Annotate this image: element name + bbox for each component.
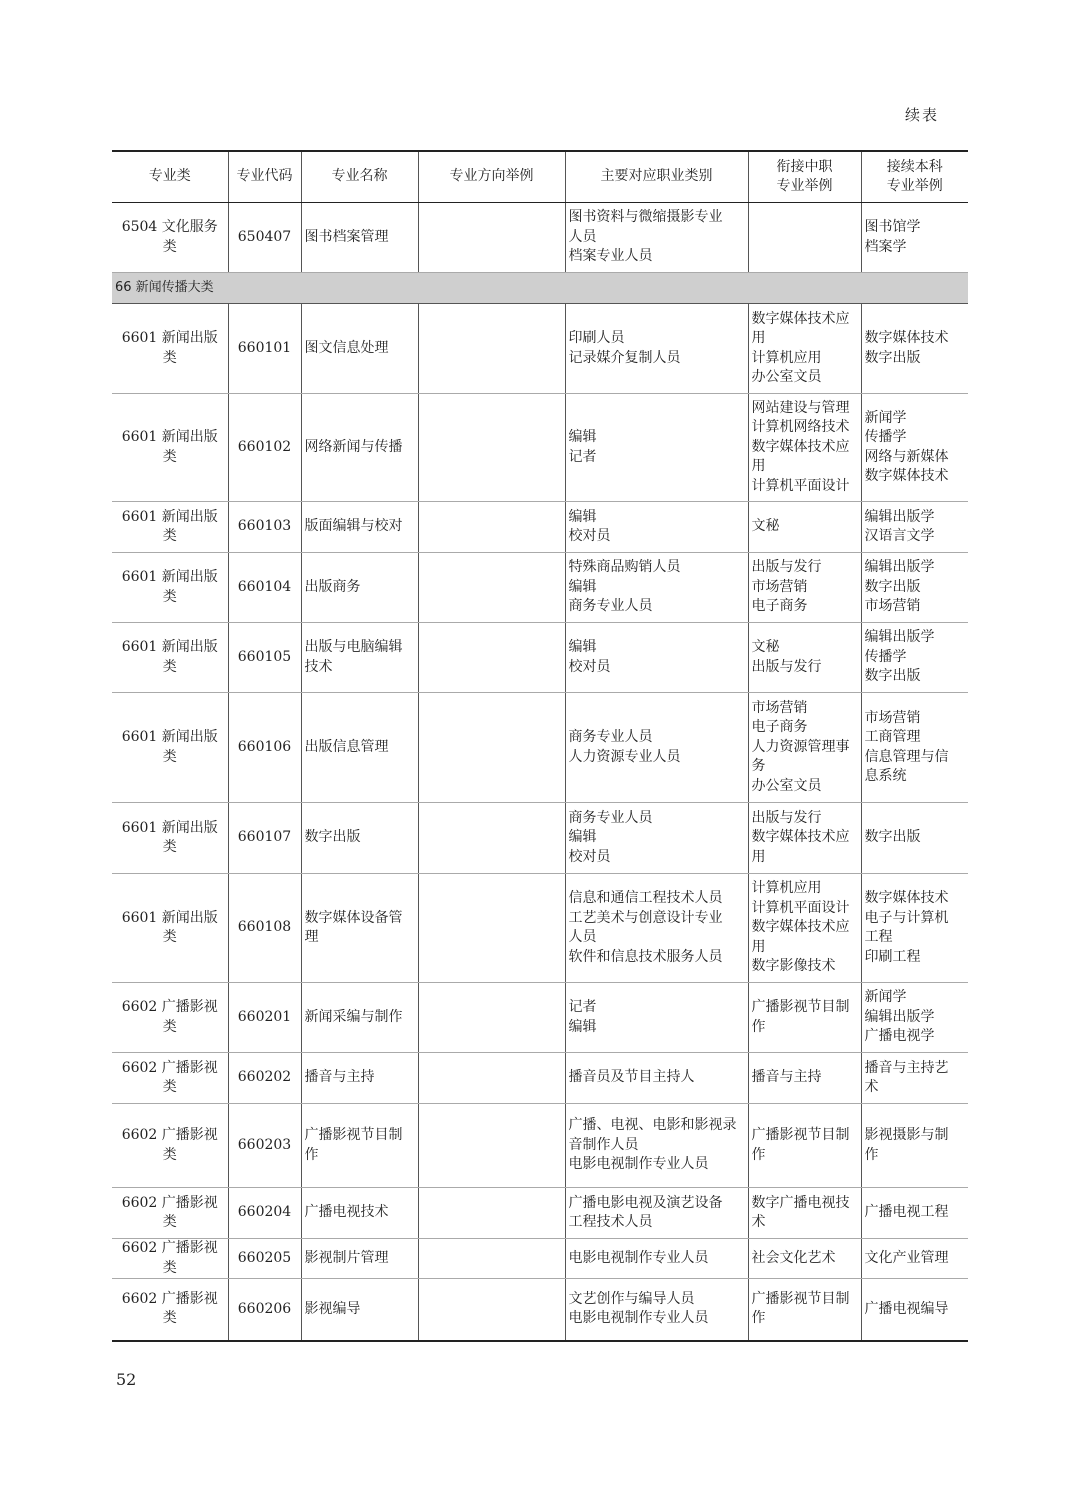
cell-secondary-line: 务 bbox=[751, 758, 766, 775]
cell-secondary bbox=[748, 623, 861, 693]
cell-bachelor-line: 数字媒体技术 bbox=[864, 890, 949, 906]
cell-name-line: 影视制片管理 bbox=[304, 1249, 389, 1266]
cell-name bbox=[301, 304, 418, 394]
cell-secondary bbox=[748, 203, 861, 273]
table-row bbox=[112, 304, 968, 394]
cell-category: 6602 广播影视类 bbox=[112, 1279, 228, 1341]
cell-secondary-line: 用 bbox=[751, 330, 766, 346]
cell-direction bbox=[418, 874, 565, 983]
cell-direction bbox=[418, 803, 565, 874]
table-header-row bbox=[112, 151, 968, 203]
cell-occupation bbox=[565, 553, 748, 623]
cell-direction bbox=[418, 983, 565, 1053]
header-category: 专业类 bbox=[112, 151, 228, 203]
cell-secondary-line: 数字广播电视技 bbox=[751, 1194, 850, 1211]
table-row bbox=[112, 693, 968, 803]
cell-bachelor bbox=[861, 394, 968, 502]
cell-category: 6601 新闻出版类 bbox=[112, 874, 228, 983]
cell-code: 660108 bbox=[228, 874, 301, 983]
header-code: 专业代码 bbox=[228, 151, 301, 203]
cell-occupation bbox=[565, 874, 748, 983]
cell-name bbox=[301, 502, 418, 553]
cell-secondary bbox=[748, 874, 861, 983]
cell-occupation-line: 图书资料与微缩摄影专业 bbox=[568, 209, 723, 226]
cell-name bbox=[301, 1104, 418, 1188]
cell-bachelor-line: 息系统 bbox=[864, 768, 907, 784]
cell-secondary bbox=[748, 502, 861, 553]
cell-code: 660205 bbox=[228, 1239, 301, 1279]
cell-direction bbox=[418, 693, 565, 803]
cell-name bbox=[301, 874, 418, 983]
table-row bbox=[112, 874, 968, 983]
cell-occupation-line: 广播电影电视及演艺设备 bbox=[568, 1194, 723, 1211]
cell-category: 6601 新闻出版类 bbox=[112, 502, 228, 553]
cell-occupation bbox=[565, 203, 748, 273]
cell-direction bbox=[418, 1104, 565, 1188]
header-bachelor: 接续本科 专业举例 bbox=[861, 151, 968, 203]
cell-name bbox=[301, 1053, 418, 1104]
cell-bachelor bbox=[861, 983, 968, 1053]
cell-occupation-line: 人力资源专业人员 bbox=[568, 748, 681, 765]
cell-bachelor bbox=[861, 1239, 968, 1279]
cell-secondary-line: 计算机网络技术 bbox=[751, 419, 850, 436]
cell-occupation-line: 记录媒介复制人员 bbox=[568, 349, 681, 366]
cell-name bbox=[301, 1279, 418, 1341]
cell-bachelor bbox=[861, 502, 968, 553]
cell-occupation-line: 工程技术人员 bbox=[568, 1214, 653, 1230]
cell-bachelor-line: 编辑出版学 bbox=[864, 629, 935, 646]
cell-secondary bbox=[748, 983, 861, 1053]
cell-occupation-line: 广播、电视、电影和影视录 bbox=[568, 1117, 737, 1134]
cell-secondary-line: 计算机平面设计 bbox=[751, 477, 850, 494]
cell-secondary-line: 数字媒体技术应 bbox=[751, 919, 850, 936]
cell-occupation-line: 印刷人员 bbox=[568, 330, 625, 346]
cell-name bbox=[301, 553, 418, 623]
header-secondary: 衔接中职 专业举例 bbox=[748, 151, 861, 203]
cell-bachelor bbox=[861, 803, 968, 874]
cell-bachelor bbox=[861, 553, 968, 623]
cell-secondary-line: 数字媒体技术应 bbox=[751, 438, 850, 455]
cell-name-line: 播音与主持 bbox=[304, 1069, 375, 1086]
cell-direction bbox=[418, 1239, 565, 1279]
cell-bachelor-line: 编辑出版学 bbox=[864, 559, 935, 576]
cell-secondary-line: 数字影像技术 bbox=[751, 958, 836, 975]
cell-bachelor-line: 汉语言文学 bbox=[864, 528, 935, 544]
cell-occupation-line: 电影电视制作专业人员 bbox=[568, 1249, 709, 1266]
cell-category: 6602 广播影视类 bbox=[112, 983, 228, 1053]
table-row bbox=[112, 502, 968, 553]
group-row bbox=[112, 273, 968, 304]
cell-secondary-line: 电子商务 bbox=[751, 719, 808, 736]
cell-name bbox=[301, 394, 418, 502]
cell-secondary-line: 数字媒体技术应 bbox=[751, 310, 850, 327]
header-direction: 专业方向举例 bbox=[418, 151, 565, 203]
cell-secondary-line: 作 bbox=[751, 1146, 766, 1163]
table-row bbox=[112, 623, 968, 693]
table-row bbox=[112, 1053, 968, 1104]
cell-occupation-line: 人员 bbox=[568, 929, 597, 945]
cell-name-line: 数字出版 bbox=[304, 829, 361, 846]
cell-secondary-line: 计算机应用 bbox=[751, 880, 822, 897]
cell-occupation-line: 商务专业人员 bbox=[568, 598, 653, 615]
cell-name-line: 出版信息管理 bbox=[304, 738, 389, 755]
cell-code: 660202 bbox=[228, 1053, 301, 1104]
cell-direction bbox=[418, 304, 565, 394]
cell-bachelor bbox=[861, 304, 968, 394]
cell-bachelor-line: 数字媒体技术 bbox=[864, 468, 949, 484]
cell-secondary bbox=[748, 553, 861, 623]
cell-occupation-line: 信息和通信工程技术人员 bbox=[568, 890, 723, 906]
cell-bachelor-line: 编辑出版学 bbox=[864, 1008, 935, 1025]
cell-bachelor-line: 播音与主持艺 bbox=[864, 1059, 949, 1076]
cell-secondary-line: 术 bbox=[751, 1214, 766, 1230]
cell-occupation-line: 编辑 bbox=[568, 829, 597, 846]
cell-category: 6601 新闻出版类 bbox=[112, 693, 228, 803]
cell-bachelor-line: 数字出版 bbox=[864, 829, 921, 846]
cell-name-line: 网络新闻与传播 bbox=[304, 438, 403, 455]
cell-secondary bbox=[748, 304, 861, 394]
cell-occupation-line: 音制作人员 bbox=[568, 1136, 639, 1153]
cell-bachelor-line: 新闻学 bbox=[864, 989, 907, 1006]
cell-bachelor-line: 电子与计算机 bbox=[864, 909, 949, 926]
cell-secondary-line: 文秘 bbox=[751, 518, 780, 535]
cell-occupation-line: 人员 bbox=[568, 228, 597, 245]
cell-direction bbox=[418, 553, 565, 623]
cell-secondary bbox=[748, 693, 861, 803]
header-occupation: 主要对应职业类别 bbox=[565, 151, 748, 203]
cell-occupation-line: 特殊商品购销人员 bbox=[568, 559, 681, 576]
cell-name-line: 数字媒体设备管 bbox=[304, 909, 403, 926]
cell-code: 660201 bbox=[228, 983, 301, 1053]
cell-occupation-line: 校对员 bbox=[568, 848, 611, 865]
cell-direction bbox=[418, 1188, 565, 1239]
cell-secondary-line: 数字媒体技术应 bbox=[751, 829, 850, 846]
cell-category: 6602 广播影视类 bbox=[112, 1239, 228, 1279]
cell-secondary-line: 广播影视节目制 bbox=[751, 1290, 850, 1307]
cell-bachelor bbox=[861, 874, 968, 983]
cell-category: 6601 新闻出版类 bbox=[112, 623, 228, 693]
cell-category: 6601 新闻出版类 bbox=[112, 803, 228, 874]
cell-secondary-line: 网站建设与管理 bbox=[751, 399, 850, 416]
cell-name bbox=[301, 983, 418, 1053]
cell-bachelor-line: 数字媒体技术 bbox=[864, 330, 949, 346]
group-label: 66 新闻传播大类 bbox=[112, 273, 968, 304]
cell-occupation-line: 校对员 bbox=[568, 528, 611, 544]
cell-category: 6602 广播影视类 bbox=[112, 1188, 228, 1239]
cell-occupation-line: 商务专业人员 bbox=[568, 809, 653, 826]
table-row bbox=[112, 803, 968, 874]
cell-secondary-line: 办公室文员 bbox=[751, 369, 822, 385]
cell-bachelor bbox=[861, 1104, 968, 1188]
cell-bachelor-line: 档案学 bbox=[864, 238, 907, 255]
cell-bachelor bbox=[861, 623, 968, 693]
cell-secondary-line: 作 bbox=[751, 1018, 766, 1035]
cell-secondary bbox=[748, 1279, 861, 1341]
cell-name-line: 广播影视节目制 bbox=[304, 1127, 403, 1143]
cell-category: 6601 新闻出版类 bbox=[112, 304, 228, 394]
table-row bbox=[112, 1239, 968, 1279]
cell-secondary-line: 计算机应用 bbox=[751, 349, 822, 366]
cell-secondary-line: 市场营销 bbox=[751, 578, 808, 595]
cell-name-line: 出版商务 bbox=[304, 578, 361, 595]
cell-bachelor-line: 印刷工程 bbox=[864, 948, 921, 965]
cell-occupation bbox=[565, 1279, 748, 1341]
cell-code: 650407 bbox=[228, 203, 301, 273]
cell-code: 660103 bbox=[228, 502, 301, 553]
cell-secondary-line: 播音与主持 bbox=[751, 1069, 822, 1086]
cell-bachelor-line: 数字出版 bbox=[864, 578, 921, 595]
cell-occupation bbox=[565, 983, 748, 1053]
cell-secondary bbox=[748, 394, 861, 502]
cell-occupation-line: 电影电视制作专业人员 bbox=[568, 1156, 709, 1173]
cell-occupation bbox=[565, 304, 748, 394]
cell-code: 660106 bbox=[228, 693, 301, 803]
table-row bbox=[112, 1104, 968, 1188]
cell-secondary-line: 广播影视节目制 bbox=[751, 1127, 850, 1143]
cell-bachelor bbox=[861, 693, 968, 803]
cell-secondary-line: 办公室文员 bbox=[751, 777, 822, 794]
cell-secondary-line: 计算机平面设计 bbox=[751, 899, 850, 916]
cell-bachelor-line: 传播学 bbox=[864, 429, 907, 445]
table-row bbox=[112, 1188, 968, 1239]
cell-secondary bbox=[748, 1053, 861, 1104]
continued-label: 续表 bbox=[905, 106, 940, 124]
cell-secondary bbox=[748, 1239, 861, 1279]
cell-occupation-line: 校对员 bbox=[568, 658, 611, 675]
cell-occupation bbox=[565, 394, 748, 502]
cell-direction bbox=[418, 502, 565, 553]
cell-secondary-line: 出版与发行 bbox=[751, 809, 822, 826]
cell-name-line: 图书档案管理 bbox=[304, 228, 389, 245]
cell-bachelor-line: 术 bbox=[864, 1079, 879, 1095]
cell-secondary bbox=[748, 1104, 861, 1188]
cell-bachelor-line: 数字出版 bbox=[864, 349, 921, 366]
cell-name bbox=[301, 203, 418, 273]
cell-bachelor bbox=[861, 203, 968, 273]
cell-occupation bbox=[565, 1053, 748, 1104]
cell-secondary-line: 出版与发行 bbox=[751, 658, 822, 675]
cell-direction bbox=[418, 203, 565, 273]
cell-occupation bbox=[565, 502, 748, 553]
table-row bbox=[112, 1279, 968, 1341]
cell-bachelor-line: 工商管理 bbox=[864, 729, 921, 745]
cell-occupation-line: 编辑 bbox=[568, 508, 597, 525]
cell-bachelor-line: 图书馆学 bbox=[864, 219, 921, 235]
cell-name-line: 版面编辑与校对 bbox=[304, 518, 403, 535]
table-row bbox=[112, 203, 968, 273]
cell-direction bbox=[418, 394, 565, 502]
cell-occupation bbox=[565, 1188, 748, 1239]
cell-occupation-line: 播音员及节目主持人 bbox=[568, 1069, 695, 1086]
cell-bachelor-line: 新闻学 bbox=[864, 409, 907, 426]
cell-code: 660206 bbox=[228, 1279, 301, 1341]
table-row bbox=[112, 553, 968, 623]
cell-occupation bbox=[565, 693, 748, 803]
cell-occupation bbox=[565, 1104, 748, 1188]
cell-code: 660102 bbox=[228, 394, 301, 502]
cell-bachelor-line: 数字出版 bbox=[864, 668, 921, 685]
cell-name bbox=[301, 803, 418, 874]
cell-category: 6601 新闻出版类 bbox=[112, 553, 228, 623]
cell-occupation bbox=[565, 803, 748, 874]
cell-secondary-line: 社会文化艺术 bbox=[751, 1249, 836, 1266]
cell-secondary-line: 出版与发行 bbox=[751, 559, 822, 576]
cell-name bbox=[301, 1188, 418, 1239]
cell-secondary-line: 市场营销 bbox=[751, 699, 808, 716]
cell-code: 660101 bbox=[228, 304, 301, 394]
cell-direction bbox=[418, 1279, 565, 1341]
cell-secondary-line: 用 bbox=[751, 848, 766, 865]
cell-direction bbox=[418, 623, 565, 693]
cell-bachelor-line: 传播学 bbox=[864, 648, 907, 665]
cell-occupation-line: 工艺美术与创意设计专业 bbox=[568, 909, 723, 926]
cell-name-line: 图文信息处理 bbox=[304, 339, 389, 356]
cell-bachelor-line: 市场营销 bbox=[864, 598, 921, 615]
cell-secondary-line: 广播影视节目制 bbox=[751, 999, 850, 1015]
cell-bachelor-line: 影视摄影与制 bbox=[864, 1127, 949, 1143]
cell-category: 6602 广播影视类 bbox=[112, 1053, 228, 1104]
cell-secondary-line: 作 bbox=[751, 1310, 766, 1327]
cell-code: 660105 bbox=[228, 623, 301, 693]
cell-name-line: 出版与电脑编辑 bbox=[304, 639, 403, 655]
cell-secondary-line: 用 bbox=[751, 458, 766, 475]
cell-occupation-line: 编辑 bbox=[568, 578, 597, 595]
cell-bachelor bbox=[861, 1188, 968, 1239]
cell-occupation-line: 文艺创作与编导人员 bbox=[568, 1290, 695, 1307]
cell-occupation bbox=[565, 623, 748, 693]
cell-name-line: 新闻采编与制作 bbox=[304, 1008, 403, 1025]
cell-code: 660107 bbox=[228, 803, 301, 874]
cell-secondary-line: 电子商务 bbox=[751, 598, 808, 615]
cell-direction bbox=[418, 1053, 565, 1104]
cell-name bbox=[301, 1239, 418, 1279]
cell-category: 6504 文化服务类 bbox=[112, 203, 228, 273]
cell-category: 6602 广播影视类 bbox=[112, 1104, 228, 1188]
cell-name bbox=[301, 623, 418, 693]
cell-bachelor-line: 网络与新媒体 bbox=[864, 448, 949, 465]
table-row bbox=[112, 983, 968, 1053]
cell-bachelor-line: 工程 bbox=[864, 929, 893, 945]
cell-name bbox=[301, 693, 418, 803]
cell-occupation-line: 电影电视制作专业人员 bbox=[568, 1310, 709, 1327]
cell-name-line: 技术 bbox=[304, 658, 333, 675]
cell-bachelor-line: 广播电视学 bbox=[864, 1028, 935, 1045]
cell-occupation-line: 编辑 bbox=[568, 1018, 597, 1035]
cell-secondary-line: 文秘 bbox=[751, 639, 780, 655]
cell-secondary-line: 人力资源管理事 bbox=[751, 738, 850, 755]
cell-occupation-line: 软件和信息技术服务人员 bbox=[568, 948, 723, 965]
majors-table bbox=[112, 150, 968, 1342]
cell-category: 6601 新闻出版类 bbox=[112, 394, 228, 502]
cell-name-line: 作 bbox=[304, 1146, 319, 1163]
cell-occupation-line: 编辑 bbox=[568, 429, 597, 445]
table-row bbox=[112, 394, 968, 502]
cell-bachelor-line: 广播电视工程 bbox=[864, 1204, 949, 1221]
cell-occupation bbox=[565, 1239, 748, 1279]
cell-bachelor-line: 编辑出版学 bbox=[864, 508, 935, 525]
cell-bachelor-line: 广播电视编导 bbox=[864, 1300, 949, 1317]
cell-secondary-line: 用 bbox=[751, 938, 766, 955]
cell-secondary bbox=[748, 803, 861, 874]
cell-bachelor-line: 市场营销 bbox=[864, 709, 921, 726]
cell-occupation-line: 记者 bbox=[568, 999, 597, 1015]
cell-secondary bbox=[748, 1188, 861, 1239]
cell-occupation-line: 商务专业人员 bbox=[568, 729, 653, 745]
cell-name-line: 理 bbox=[304, 929, 319, 945]
cell-name-line: 广播电视技术 bbox=[304, 1204, 389, 1221]
cell-occupation-line: 档案专业人员 bbox=[568, 248, 653, 265]
cell-bachelor-line: 文化产业管理 bbox=[864, 1249, 949, 1266]
cell-occupation-line: 编辑 bbox=[568, 639, 597, 655]
cell-occupation-line: 记者 bbox=[568, 448, 597, 465]
table-body bbox=[112, 203, 968, 1341]
header-name: 专业名称 bbox=[301, 151, 418, 203]
cell-name-line: 影视编导 bbox=[304, 1300, 361, 1317]
cell-bachelor-line: 信息管理与信 bbox=[864, 748, 949, 765]
cell-bachelor bbox=[861, 1279, 968, 1341]
cell-code: 660104 bbox=[228, 553, 301, 623]
page-number: 52 bbox=[116, 1370, 137, 1389]
cell-bachelor bbox=[861, 1053, 968, 1104]
cell-code: 660203 bbox=[228, 1104, 301, 1188]
cell-code: 660204 bbox=[228, 1188, 301, 1239]
cell-bachelor-line: 作 bbox=[864, 1146, 879, 1163]
